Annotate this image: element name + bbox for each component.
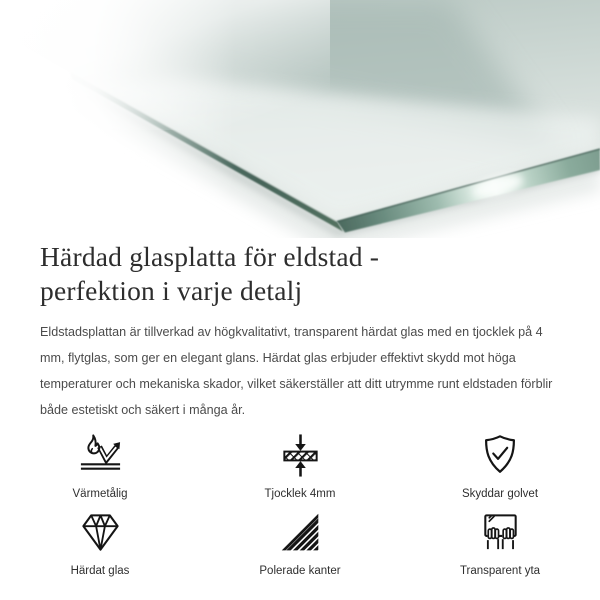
heading-line-1: Härdad glasplatta för eldstad -	[40, 241, 380, 272]
hands-holding-glass-icon	[477, 508, 524, 556]
feature-label: Värmetålig	[72, 488, 128, 500]
feature-tempered-glass	[0, 506, 200, 579]
feature-thickness	[200, 429, 400, 502]
product-info-section	[0, 240, 600, 423]
feature-transparent-surface	[400, 506, 600, 579]
feature-heat-resistant	[0, 429, 200, 502]
diamond-icon	[77, 508, 124, 556]
heading-line-2: perfektion i varje detalj	[40, 274, 303, 306]
product-description: Eldstadsplattan är tillverkad av högkvalitativt, transparent härdat glas med en tjocklek på 4 mm, flytglas, som ger en elegant glans. Härdat glas erbjuder effektivt skydd mot höga temperaturer och mekaniska skador, vilket säkerställer att ditt utrymme runt eldstaden förblir både estetiskt och säkert i många år.	[40, 325, 553, 417]
feature-label: Skyddar golvet	[461, 488, 539, 500]
shield-check-icon	[477, 431, 523, 479]
glass-plate-photo	[0, 0, 600, 238]
page-title	[40, 240, 564, 307]
feature-label: Polerade kanter	[259, 565, 341, 577]
feature-label: Transparent yta	[459, 565, 541, 577]
feature-label: Tjocklek 4mm	[264, 488, 336, 500]
feature-grid	[0, 429, 600, 579]
feature-label: Härdat glas	[70, 565, 130, 577]
feature-polished-edges	[200, 506, 400, 579]
feature-floor-protection	[400, 429, 600, 502]
heat-resistant-flame-icon	[77, 431, 124, 479]
glass-plate-illustration	[0, 0, 600, 238]
thickness-arrows-icon	[277, 431, 324, 479]
polished-edges-icon	[278, 508, 323, 556]
